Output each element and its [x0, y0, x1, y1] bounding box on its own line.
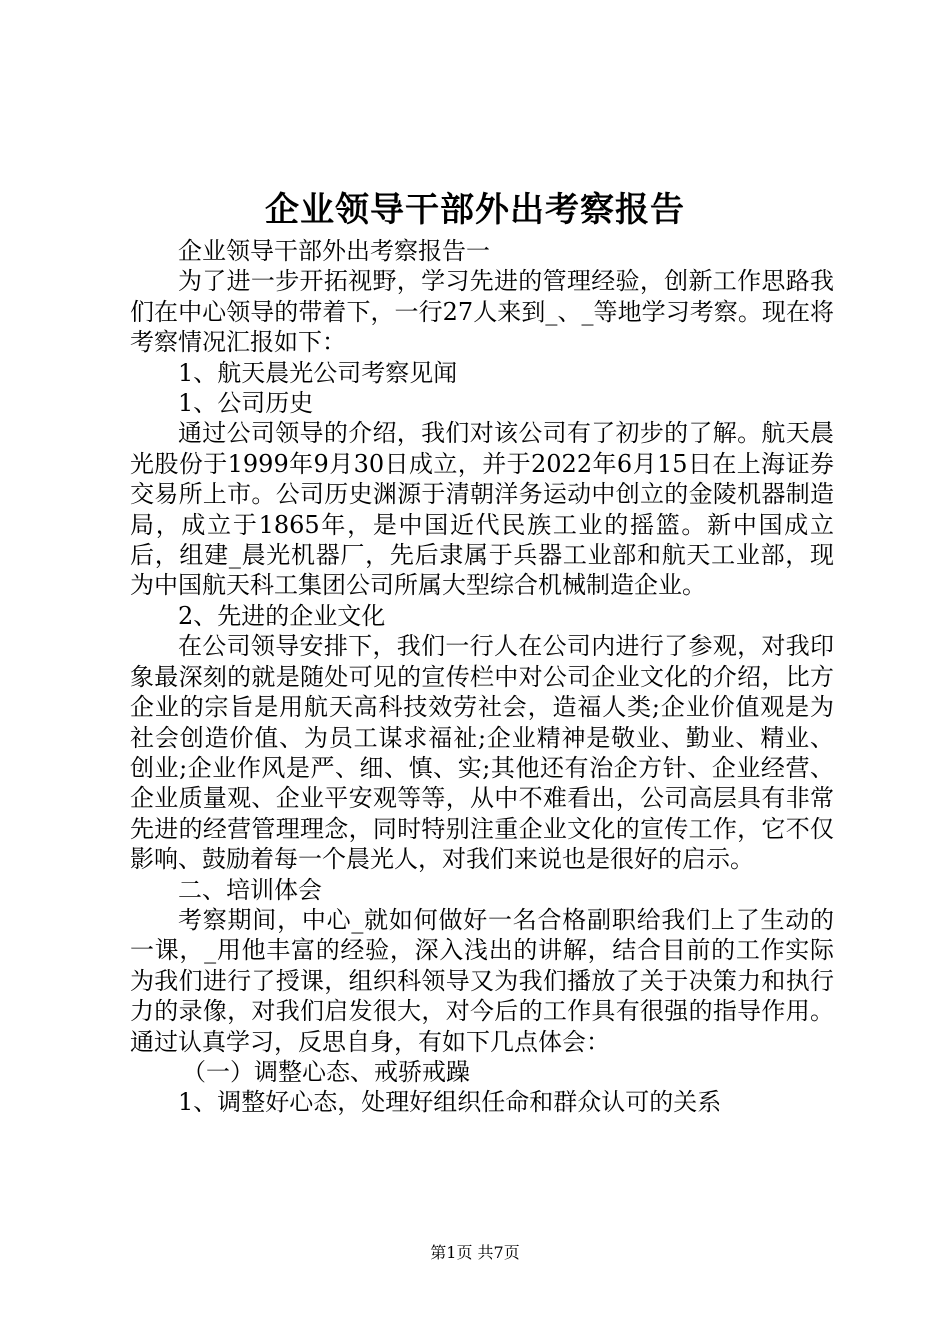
subsection-heading-culture: 2、先进的企业文化 [178, 601, 386, 630]
subsection-heading-mindset: （一）调整心态、戒骄戒躁 [182, 1057, 470, 1086]
page-footer: 第1页 共7页 [430, 1243, 520, 1262]
paragraph-report-label: 企业领导干部外出考察报告一 [178, 237, 490, 265]
paragraph-item-1: 1、调整好心态，处理好组织任命和群众认可的关系 [178, 1088, 722, 1117]
section-heading-2: 二、培训体会 [178, 875, 322, 904]
paragraph-culture: 在公司领导安排下，我们一行人在公司内进行了参观，对我印象最深刻的就是随处可见的宣传栏中对公司企业文化的介绍，比方企业的宗旨是用航天高科技效劳社会，造福人类;企业价值观是为社会创造价值、为员工谋求福祉;企业精神是敬业、勤业、精业、创业;企业作风是严、细、慎、实;其他还有治企方针、企业经营、企业质量观、企业平安观等等，从中不难看出，公司高层具有非常先进的经营管理理念，同时特别注重企业文化的宣传工作，它不仅影响、鼓励着每一个晨光人，对我们来说也是很好的启示。 [130, 632, 834, 874]
document-title: 企业领导干部外出考察报告 [265, 190, 685, 230]
paragraph-intro: 为了进一步开拓视野，学习先进的管理经验，创新工作思路我们在中心领导的带着下，一行27人来到_、_等地学习考察。现在将考察情况汇报如下： [130, 267, 834, 357]
section-heading-1: 1、航天晨光公司考察见闻 [178, 358, 458, 387]
document-body [130, 236, 834, 1118]
subsection-heading-history: 1、公司历史 [178, 389, 314, 418]
paragraph-training: 考察期间，中心_就如何做好一名合格副职给我们上了生动的一课，_用他丰富的经验，深入浅出的讲解，结合目前的工作实际为我们进行了授课，组织科领导又为我们播放了关于决策力和执行力的录像，对我们启发很大，对今后的工作具有很强的指导作用。通过认真学习，反思自身，有如下几点体会： [130, 905, 834, 1056]
paragraph-history: 通过公司领导的介绍，我们对该公司有了初步的了解。航天晨光股份于1999年9月30日成立，并于2022年6月15日在上海证券交易所上市。公司历史渊源于清朝洋务运动中创立的金陵机器制造局，成立于1865年，是中国近代民族工业的摇篮。新中国成立后，组建_晨光机器厂，先后隶属于兵器工业部和航天工业部，现为中国航天科工集团公司所属大型综合机械制造企业。 [130, 419, 834, 600]
